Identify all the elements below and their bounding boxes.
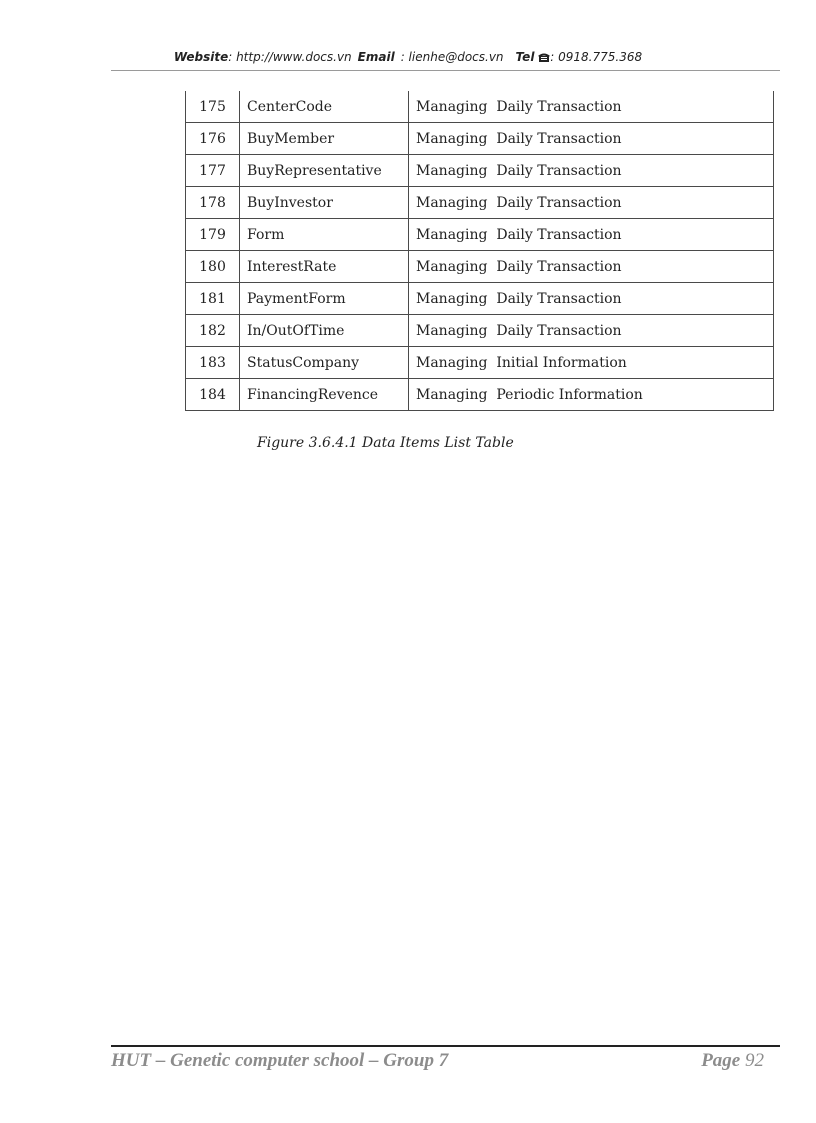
row-number-cell: 177 — [186, 155, 240, 187]
page-number: 92 — [745, 1050, 764, 1071]
table-row — [186, 123, 774, 155]
function-cell: Managing Daily Transaction — [409, 187, 774, 219]
table-row — [186, 379, 774, 411]
page-number-block — [701, 1050, 764, 1072]
function-cell: Managing Daily Transaction — [409, 315, 774, 347]
footer-title: HUT – Genetic computer school – Group 7 — [111, 1050, 449, 1071]
tel-label: Tel — [515, 50, 535, 64]
row-number-cell: 183 — [186, 347, 240, 379]
row-number-cell: 178 — [186, 187, 240, 219]
table-row — [186, 187, 774, 219]
data-item-cell: InterestRate — [240, 251, 409, 283]
figure-caption: Figure 3.6.4.1 Data Items List Table — [257, 435, 514, 451]
row-number-cell: 176 — [186, 123, 240, 155]
table-row — [186, 219, 774, 251]
function-cell: Managing Daily Transaction — [409, 251, 774, 283]
website-value[interactable]: : http://www.docs.vn — [228, 50, 352, 64]
data-item-cell: BuyInvestor — [240, 187, 409, 219]
table-row — [186, 155, 774, 187]
data-items-table — [185, 91, 774, 411]
footer-divider — [111, 1045, 780, 1047]
data-item-cell: Form — [240, 219, 409, 251]
email-value[interactable]: : lienhe@docs.vn — [400, 50, 504, 64]
function-cell: Managing Daily Transaction — [409, 155, 774, 187]
page-label: Page — [701, 1050, 741, 1071]
data-item-cell: In/OutOfTime — [240, 315, 409, 347]
header-divider — [111, 70, 780, 71]
row-number-cell: 179 — [186, 219, 240, 251]
table-row — [186, 91, 774, 123]
table-row — [186, 347, 774, 379]
row-number-cell: 182 — [186, 315, 240, 347]
email-label: Email — [357, 50, 395, 64]
data-item-cell: StatusCompany — [240, 347, 409, 379]
table-body — [186, 91, 774, 411]
row-number-cell: 184 — [186, 379, 240, 411]
function-cell: Managing Initial Information — [409, 347, 774, 379]
table-row — [186, 315, 774, 347]
row-number-cell: 175 — [186, 91, 240, 123]
row-number-cell: 180 — [186, 251, 240, 283]
table-row — [186, 251, 774, 283]
page-header — [0, 50, 816, 66]
function-cell: Managing Daily Transaction — [409, 219, 774, 251]
phone-icon — [538, 52, 550, 66]
function-cell: Managing Daily Transaction — [409, 91, 774, 123]
data-item-cell: BuyMember — [240, 123, 409, 155]
table-row — [186, 283, 774, 315]
data-item-cell: FinancingRevence — [240, 379, 409, 411]
data-item-cell: BuyRepresentative — [240, 155, 409, 187]
row-number-cell: 181 — [186, 283, 240, 315]
tel-value: : 0918.775.368 — [550, 50, 643, 64]
function-cell: Managing Periodic Information — [409, 379, 774, 411]
data-item-cell: CenterCode — [240, 91, 409, 123]
function-cell: Managing Daily Transaction — [409, 283, 774, 315]
data-item-cell: PaymentForm — [240, 283, 409, 315]
function-cell: Managing Daily Transaction — [409, 123, 774, 155]
website-label: Website — [173, 50, 229, 64]
